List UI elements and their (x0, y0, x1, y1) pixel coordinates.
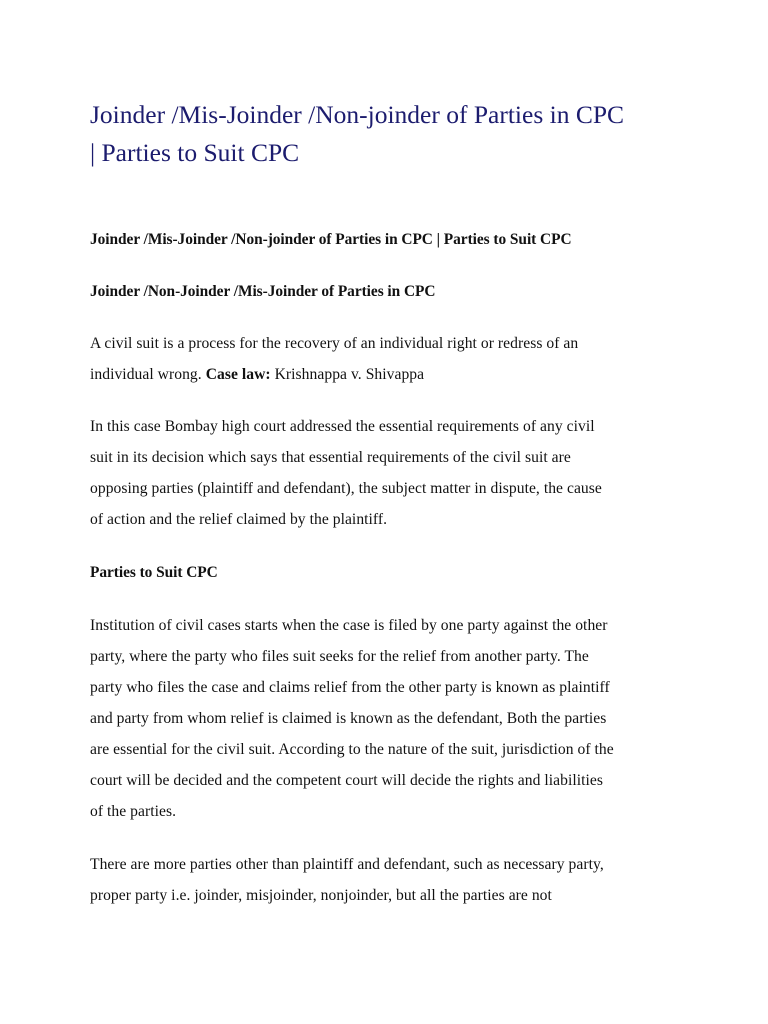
case-law-label: Case law: (205, 366, 271, 383)
paragraph-line: are essential for the civil suit. According to the nature of the suit, jurisdiction of the (90, 741, 614, 758)
paragraph-line (90, 359, 690, 390)
paragraph-text: individual wrong. (90, 366, 202, 383)
paragraph-line: party, where the party who files suit seeks for the relief from another party. The (90, 648, 589, 665)
paragraph-line: There are more parties other than plaintiff and defendant, such as necessary party, (90, 856, 604, 873)
paragraph-line: court will be decided and the competent court will decide the rights and liabilities (90, 772, 604, 789)
paragraph-line: and party from whom relief is claimed is known as the defendant, Both the parties (90, 710, 607, 727)
paragraph-line: of action and the relief claimed by the plaintiff. (90, 511, 388, 528)
paragraph-institution (90, 610, 690, 827)
paragraph-line: proper party i.e. joinder, misjoinder, nonjoinder, but all the parties are not (90, 887, 552, 904)
paragraph-line: party who files the case and claims relief from the other party is known as plaintiff (90, 679, 610, 696)
paragraph-bombay-high-court (90, 411, 690, 535)
paragraph-line: Institution of civil cases starts when the case is filed by one party against the other (90, 617, 608, 634)
paragraph-line: A civil suit is a process for the recovery of an individual right or redress of an (90, 335, 579, 352)
paragraph-line: of the parties. (90, 803, 177, 820)
case-law-value: Krishnappa v. Shivappa (274, 366, 425, 383)
article-title-line-1: Joinder /Mis-Joinder /Non-joinder of Parties in CPC (90, 100, 625, 129)
section-heading-parties: Parties to Suit CPC (90, 564, 218, 581)
article-title (90, 96, 700, 172)
paragraph-line: opposing parties (plaintiff and defendant), the subject matter in dispute, the cause (90, 480, 602, 497)
section-heading-joinder: Joinder /Non-Joinder /Mis-Joinder of Parties in CPC (90, 283, 436, 300)
paragraph-line: In this case Bombay high court addressed the essential requirements of any civil (90, 418, 595, 435)
paragraph-line: suit in its decision which says that essential requirements of the civil suit are (90, 449, 571, 466)
paragraph-civil-suit (90, 328, 690, 390)
section-heading-main: Joinder /Mis-Joinder /Non-joinder of Parties in CPC | Parties to Suit CPC (90, 231, 572, 248)
article-title-line-2: | Parties to Suit CPC (90, 138, 300, 167)
paragraph-more-parties (90, 849, 690, 911)
